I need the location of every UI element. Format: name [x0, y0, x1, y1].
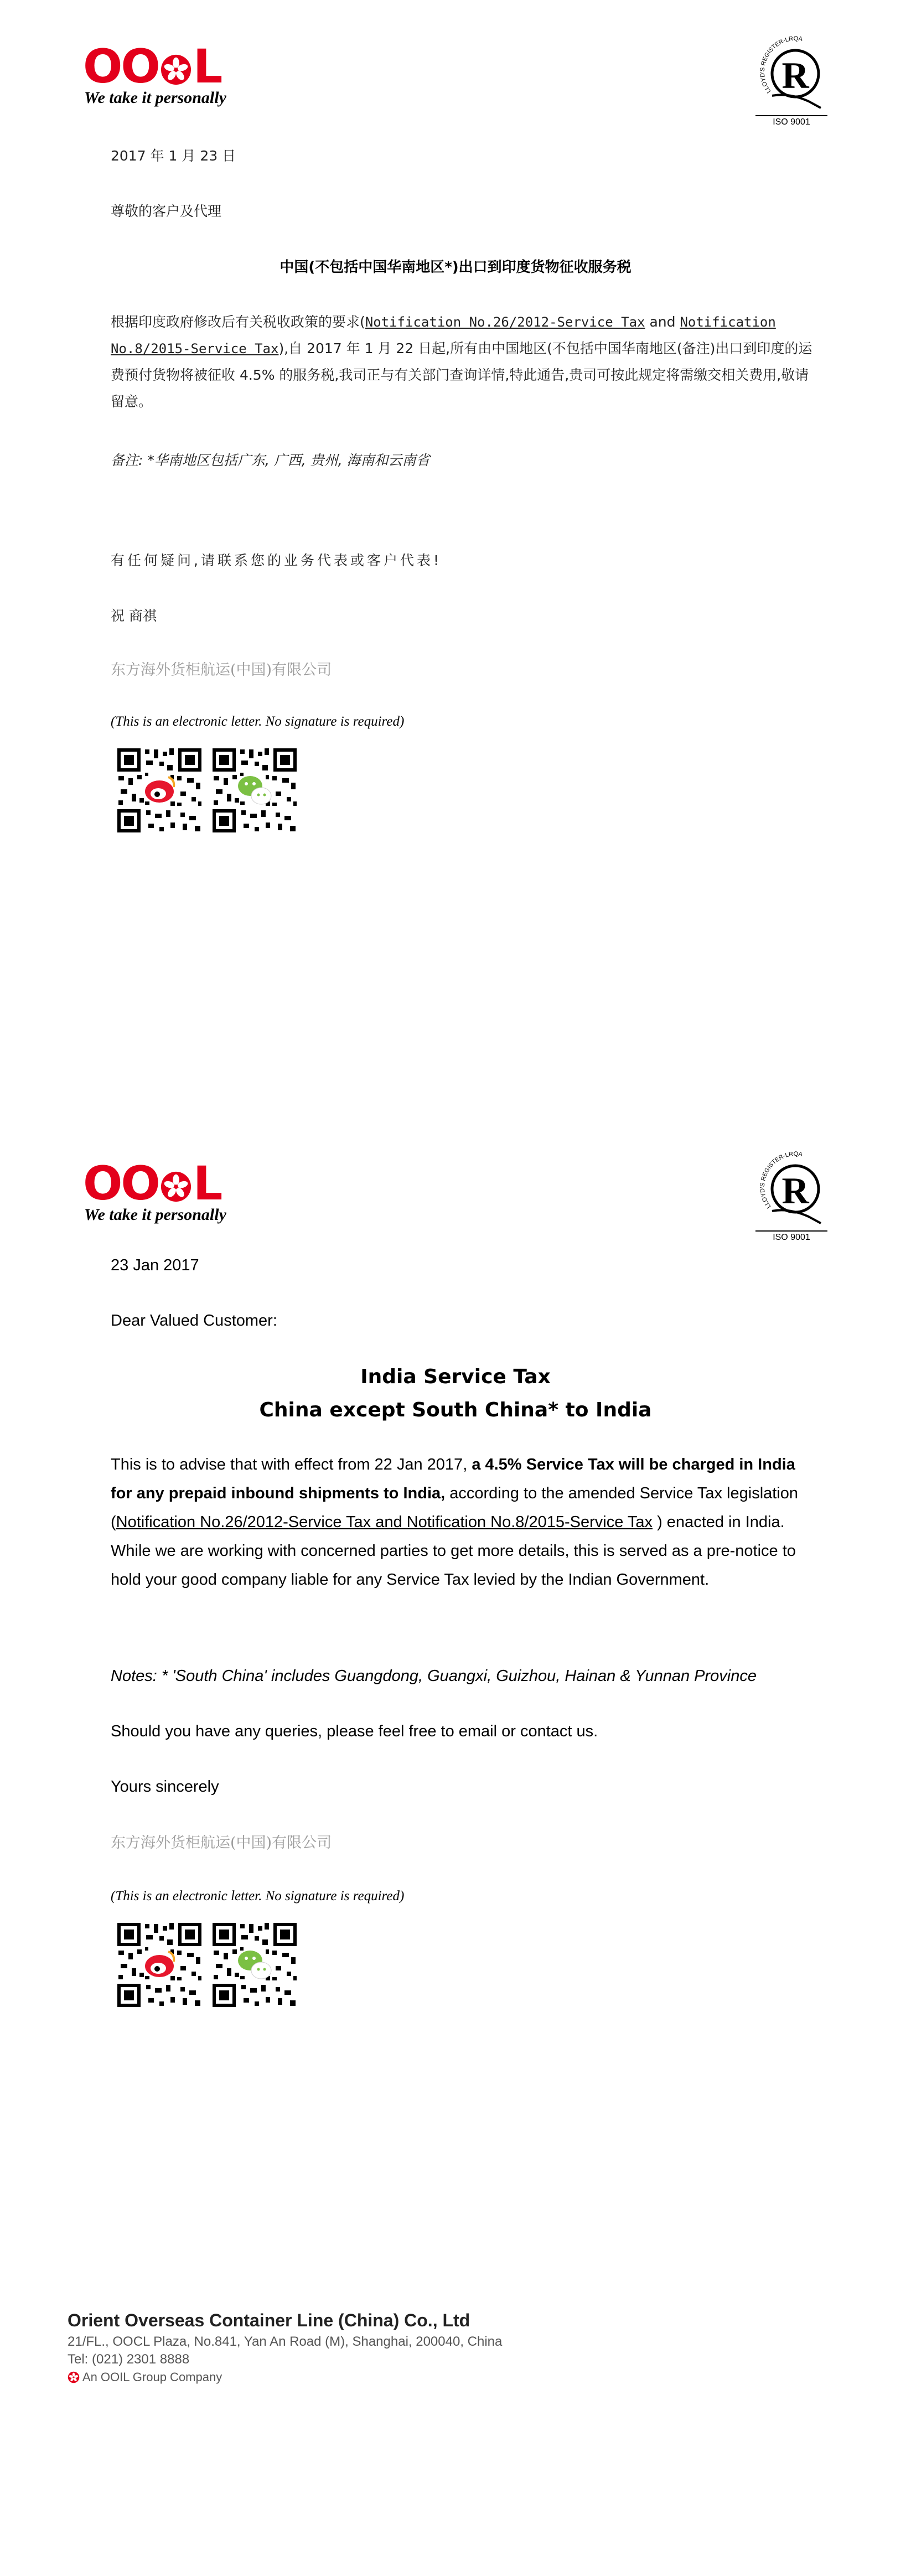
iso-label: ISO 9001 [755, 115, 827, 127]
cn-body-rest: ),自 2017 年 1 月 22 日起,所有由中国地区(不包括中国华南地区(备注)出口到印度的运费预付货物将被征收 4.5% 的服务税,我司正与有关部门查询详情,特此通告,贵司可按此规定将需缴交相关费用,敬请留意。 [111, 340, 812, 410]
iso-label-2: ISO 9001 [755, 1230, 827, 1243]
lloyds-register-icon [755, 30, 833, 113]
logo-brand-suffix-2: L [193, 1156, 221, 1211]
cn-contact: 有任何疑问,请联系您的业务代表或客户代表! [111, 552, 442, 568]
iso-certification-mark-2 [755, 1146, 833, 1243]
en-body-part2: according to the amended Service Tax legislation ( [111, 1484, 799, 1531]
wechat-qr-code [210, 746, 299, 835]
en-notification-link[interactable]: Notification No.26/2012-Service Tax and Notification No.8/2015-Service Tax [116, 1513, 653, 1531]
cn-closing: 祝 商祺 [111, 608, 157, 624]
en-title [0, 1361, 911, 1427]
en-title-line1: India Service Tax [360, 1365, 551, 1388]
cn-notification-link-1[interactable]: Notification No.26/2012-Service Tax [365, 314, 645, 330]
logo-brand-prefix-2: OO [83, 1156, 159, 1211]
oocl-flower-icon [160, 54, 192, 86]
en-date: 23 Jan 2017 [111, 1256, 199, 1274]
footer-group [68, 2368, 502, 2386]
logo-brand-suffix: L [193, 39, 221, 94]
en-contact: Should you have any queries, please feel free to email or contact us. [111, 1722, 598, 1740]
oocl-logo-2 [83, 1156, 226, 1224]
en-note: Notes: * 'South China' includes Guangdong, Guangxi, Guizhou, Hainan & Yunnan Province [111, 1667, 757, 1685]
oocl-flower-icon-2 [160, 1171, 192, 1203]
svg-text:LLOYD'S REGISTER-LRQA: LLOYD'S REGISTER-LRQA [759, 1150, 803, 1210]
cn-electronic-note: (This is an electronic letter. No signature is required) [111, 714, 405, 729]
footer-group-text: An OOIL Group Company [82, 2370, 222, 2384]
en-electronic-note: (This is an electronic letter. No signature is required) [111, 1889, 405, 1903]
footer [68, 2310, 502, 2386]
cn-body-intro: 根据印度政府修改后有关税收政策的要求( [111, 314, 365, 330]
cn-body [111, 309, 819, 415]
cn-title: 中国(不包括中国华南地区*)出口到印度货物征收服务税 [279, 259, 632, 276]
en-title-line2: China except South China* to India [259, 1399, 652, 1421]
logo-tagline-2: We take it personally [84, 1206, 226, 1224]
wechat-qr-code-2 [210, 1921, 299, 2009]
footer-tel: Tel: (021) 2301 8888 [68, 2352, 190, 2367]
en-body-part3: ) enacted in India. While we are working with concerned parties to get more details, this is served as a pre-notice to hold your good company liable for any Service Tax levied by the Indian Government. [111, 1513, 796, 1589]
lloyds-register-icon-2 [755, 1146, 833, 1229]
svg-text:R: R [781, 54, 809, 96]
weibo-qr-code [115, 746, 204, 835]
en-body [111, 1450, 803, 1594]
logo-brand-prefix: OO [83, 39, 159, 94]
logo-tagline: We take it personally [84, 89, 226, 107]
en-body-part1: This is to advise that with effect from 22 Jan 2017, [111, 1456, 472, 1473]
cn-notification-link-2[interactable]: Notification No.8/2015-Service Tax [111, 314, 776, 356]
svg-text:R: R [781, 1170, 809, 1212]
oocl-flower-small-icon [68, 2371, 80, 2383]
weibo-qr-code-2 [115, 1921, 204, 2009]
footer-address: 21/FL., OOCL Plaza, No.841, Yan An Road (M), Shanghai, 200040, China [68, 2334, 503, 2349]
cn-and: and [645, 314, 680, 330]
iso-certification-mark [755, 30, 833, 127]
en-body-bold: a 4.5% Service Tax will be charged in India for any prepaid inbound shipments to India, [111, 1456, 795, 1502]
svg-text:LLOYD'S REGISTER-LRQA: LLOYD'S REGISTER-LRQA [759, 35, 803, 95]
footer-company-name: Orient Overseas Container Line (China) Co., Ltd [68, 2310, 470, 2330]
en-company-name: 东方海外货柜航运(中国)有限公司 [111, 1834, 332, 1851]
en-closing: Yours sincerely [111, 1778, 219, 1796]
cn-salutation: 尊敬的客户及代理 [111, 203, 222, 219]
cn-note: 备注: *华南地区包括广东, 广西, 贵州, 海南和云南省 [111, 452, 430, 468]
cn-date: 2017 年 1 月 23 日 [111, 148, 236, 164]
en-salutation: Dear Valued Customer: [111, 1312, 277, 1330]
oocl-logo [83, 39, 226, 107]
cn-company-name: 东方海外货柜航运(中国)有限公司 [111, 661, 332, 679]
